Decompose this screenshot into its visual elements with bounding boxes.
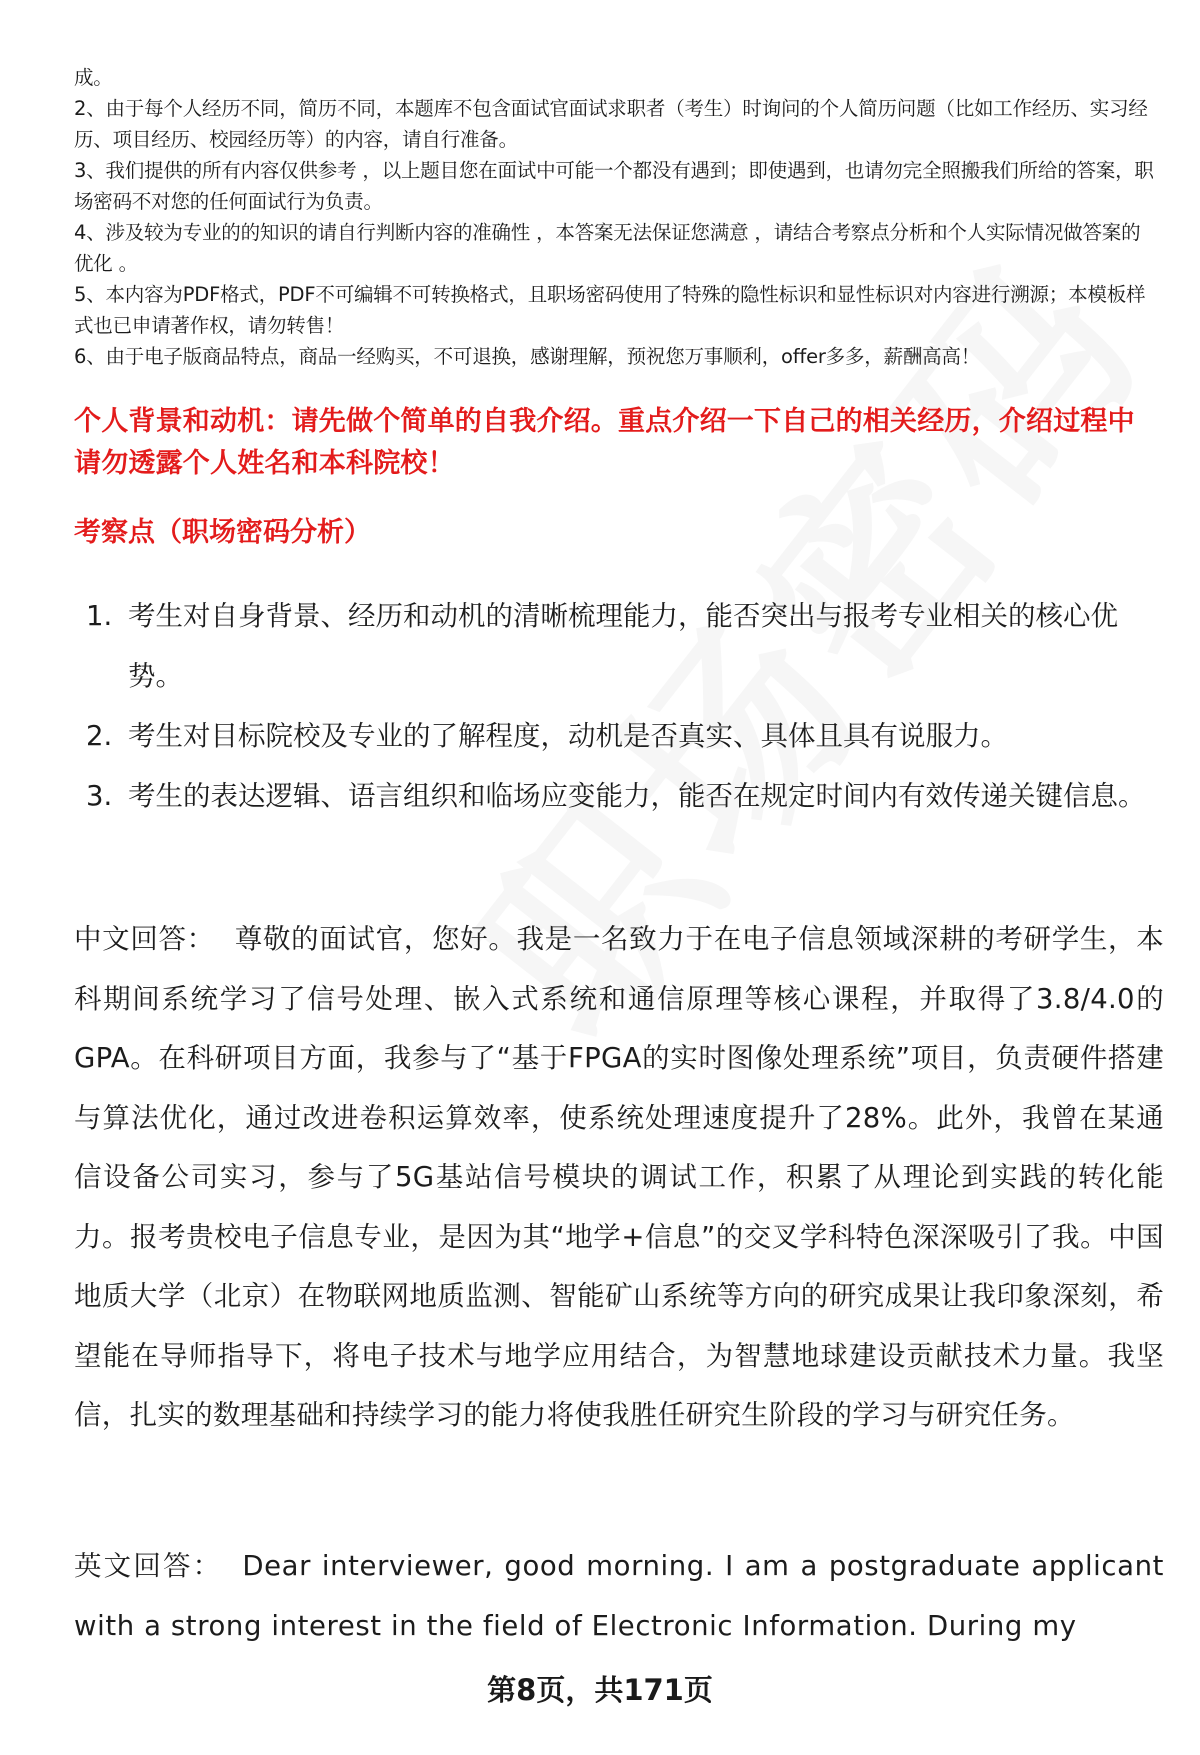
note-line: 6、由于电子版商品特点，商品一经购买，不可退换，感谢理解，预祝您万事顺利，offer多多，薪酬高高！ bbox=[74, 345, 981, 368]
point-text: 考生对目标院校及专业的了解程度，动机是否真实、具体且具有说服力。 bbox=[128, 720, 1008, 752]
english-answer-text: Dear interviewer, good morning. I am a postgraduate applicant with a strong interest in the field of Electronic Information. During my bbox=[74, 1550, 1165, 1642]
note-line: 2、由于每个人经历不同，简历不同，本题库不包含面试官面试求职者（考生）时询问的个人简历问题（比如工作经历、实习经历、项目经历、校园经历等）的内容，请自行准备。 bbox=[74, 97, 1148, 151]
point-text: 考生对自身背景、经历和动机的清晰梳理能力，能否突出与报考专业相关的核心优势。 bbox=[128, 600, 1118, 692]
question-heading: 个人背景和动机：请先做个简单的自我介绍。重点介绍一下自己的相关经历，介绍过程中请勿透露个人姓名和本科院校！ bbox=[74, 406, 1135, 479]
point-number: 2. bbox=[86, 720, 113, 752]
point-text: 考生的表达逻辑、语言组织和临场应变能力，能否在规定时间内有效传递关键信息。 bbox=[128, 780, 1146, 812]
english-answer bbox=[74, 1537, 1164, 1656]
analysis-point bbox=[74, 766, 1164, 826]
analysis-point bbox=[74, 706, 1164, 766]
analysis-point bbox=[74, 586, 1164, 706]
point-number: 1. bbox=[86, 600, 113, 632]
chinese-answer-text: 尊敬的面试官，您好。我是一名致力于在电子信息领域深耕的考研学生，本科期间系统学习了信号处理、嵌入式系统和通信原理等核心课程，并取得了3.8/4.0的GPA。在科研项目方面，我参与了“基于FPGA的实时图像处理系统”项目，负责硬件搭建与算法优化，通过改进卷积运算效率，使系统处理速度提升了28%。此外，我曾在某通信设备公司实习，参与了5G基站信号模块的调试工作，积累了从理论到实践的转化能力。报考贵校电子信息专业，是因为其“地学+信息”的交叉学科特色深深吸引了我。中国地质大学（北京）在物联网地质监测、智能矿山系统等方向的研究成果让我印象深刻，希望能在导师指导下，将电子技术与地学应用结合，为智慧地球建设贡献技术力量。我坚信，扎实的数理基础和持续学习的能力将使我胜任研究生阶段的学习与研究任务。 bbox=[74, 923, 1164, 1431]
point-number: 3. bbox=[86, 780, 113, 812]
english-answer-label: 英文回答： bbox=[74, 1550, 223, 1582]
chinese-answer-label: 中文回答： bbox=[74, 923, 215, 955]
note-line: 3、我们提供的所有内容仅供参考 ，以上题目您在面试中可能一个都没有遇到；即使遇到，也请勿完全照搬我们所给的答案，职场密码不对您的任何面试行为负责。 bbox=[74, 159, 1154, 213]
analysis-points bbox=[74, 586, 1164, 826]
page-footer: 第8页，共171页 bbox=[487, 1673, 713, 1707]
note-line: 成。 bbox=[74, 66, 113, 89]
chinese-answer bbox=[74, 910, 1164, 1446]
notes-section bbox=[74, 62, 1154, 372]
analysis-heading: 考察点（职场密码分析） bbox=[74, 517, 371, 548]
note-line: 5、本内容为PDF格式，PDF不可编辑不可转换格式，且职场密码使用了特殊的隐性标识和显性标识对内容进行溯源；本模板样式也已申请著作权，请勿转售！ bbox=[74, 283, 1146, 337]
note-line: 4、涉及较为专业的的知识的请自行判断内容的准确性 ，本答案无法保证您满意 ，请结合考察点分析和个人实际情况做答案的优化 。 bbox=[74, 221, 1141, 275]
